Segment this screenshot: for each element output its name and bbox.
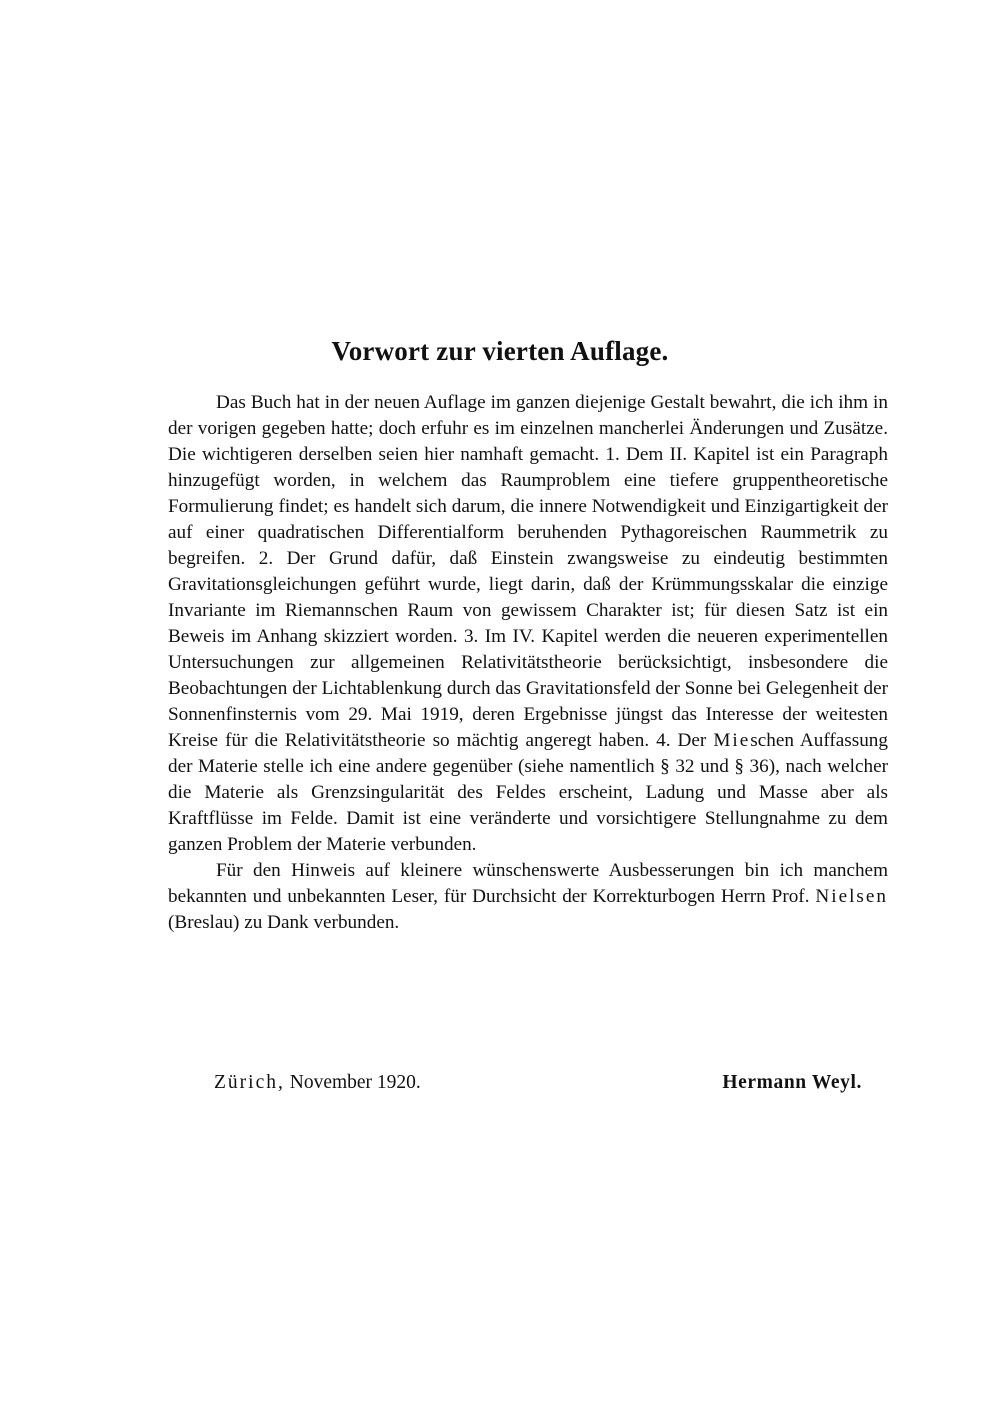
paragraph-main-text-1: Das Buch hat in der neuen Auflage im ganzen diejenige Gestalt bewahrt, die ich ihm in der vorigen gegeben hatte; doch erfuhr es im einzelnen mancherlei Änderungen und Zusätze. Die wichtigeren derselben seien hier namhaft gemacht. 1. Dem II. Kapitel ist ein Paragraph hinzugefügt worden, in welchem das Raumproblem eine tiefere gruppentheoretische Formulierung findet; es handelt sich darum, die innere Notwendigkeit und Einzigartigkeit der auf einer quadratischen Differentialform beruhenden Pythagoreischen Raummetrik zu begreifen. 2. Der Grund dafür, daß Einstein zwangsweise zu eindeutig bestimmten Gravitationsgleichungen geführt wurde, liegt darin, daß der Krümmungsskalar die einzige Invariante im Riemannschen Raum von gewissem Charakter ist; für diesen Satz ist ein Beweis im Anhang skizziert worden. 3. Im IV. Kapitel werden die neueren experimentellen Untersuchungen zur allgemeinen Relativitätstheorie berücksichtigt, insbesondere die Beobachtungen der Lichtablenkung durch das Gravitationsfeld der Sonne bei Gelegenheit der Sonnenfinsternis vom 29. Mai 1919, deren Ergebnisse jüngst das Interesse der weitesten Kreise für die Relativitätstheorie so mächtig angeregt haben. 4. Der bbox=[168, 392, 888, 751]
name-mie: Mie bbox=[713, 730, 751, 751]
signature-row bbox=[214, 1072, 862, 1102]
name-nielsen: Nielsen bbox=[815, 886, 889, 907]
paragraph-main bbox=[168, 390, 888, 858]
date: November 1920. bbox=[289, 1072, 421, 1093]
paragraph-ack-text-2: (Breslau) zu Dank verbunden. bbox=[168, 912, 400, 933]
paragraph-ack-text-1: Für den Hinweis auf kleinere wünschenswerte Ausbesserungen bin ich manchem bekannten und unbekannten Leser, für Durchsicht der Korrekturbogen Herrn Prof. bbox=[168, 860, 888, 907]
place-date bbox=[214, 1072, 421, 1094]
page-title: Vorwort zur vierten Auflage. bbox=[331, 336, 669, 366]
paragraph-main-text-2: schen Auffassung der Materie stelle ich eine andere gegenüber (siehe namentlich § 32 und § 36), nach welcher die Materie als Grenzsingularität des Feldes erscheint, Ladung und Masse aber als Kraftflüsse im Felde. Damit ist eine veränderte und vorsichtigere Stellungnahme zu dem ganzen Problem der Materie verbunden. bbox=[168, 730, 888, 855]
preface-body bbox=[168, 390, 888, 936]
paragraph-acknowledgement bbox=[168, 858, 888, 936]
place: Zürich, bbox=[214, 1072, 285, 1093]
author-name: Hermann Weyl. bbox=[722, 1072, 862, 1093]
